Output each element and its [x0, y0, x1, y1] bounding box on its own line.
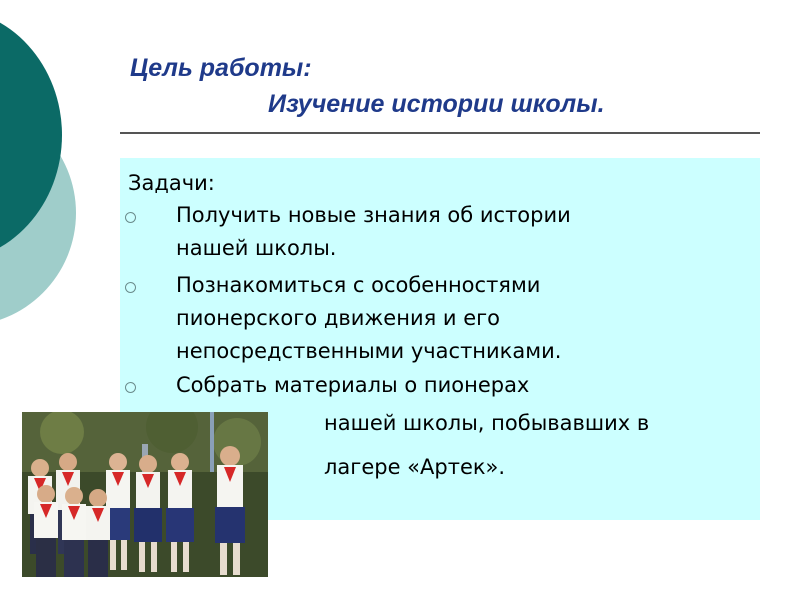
task-3-line-2: нашей школы, побывавших в [324, 411, 650, 435]
task-2-line-3: непосредственными участниками. [176, 339, 562, 363]
task-1-line-1: Получить новые знания об истории [176, 203, 571, 227]
slide-title: Цель работы: [130, 54, 312, 82]
title-divider [120, 132, 760, 134]
bullet-icon [125, 282, 136, 293]
bullet-icon [125, 212, 136, 223]
slide-subtitle: Изучение истории школы. [268, 90, 605, 118]
bullet-icon [125, 382, 136, 393]
pioneers-photo [22, 412, 268, 577]
task-1-line-2: нашей школы. [176, 236, 337, 260]
task-3-line-1: Собрать материалы о пионерах [176, 373, 530, 397]
task-2-line-1: Познакомиться с особенностями [176, 273, 541, 297]
tasks-heading: Задачи: [128, 171, 215, 195]
task-2-line-2: пионерского движения и его [176, 306, 501, 330]
task-3-line-3: лагере «Артек». [324, 455, 506, 479]
